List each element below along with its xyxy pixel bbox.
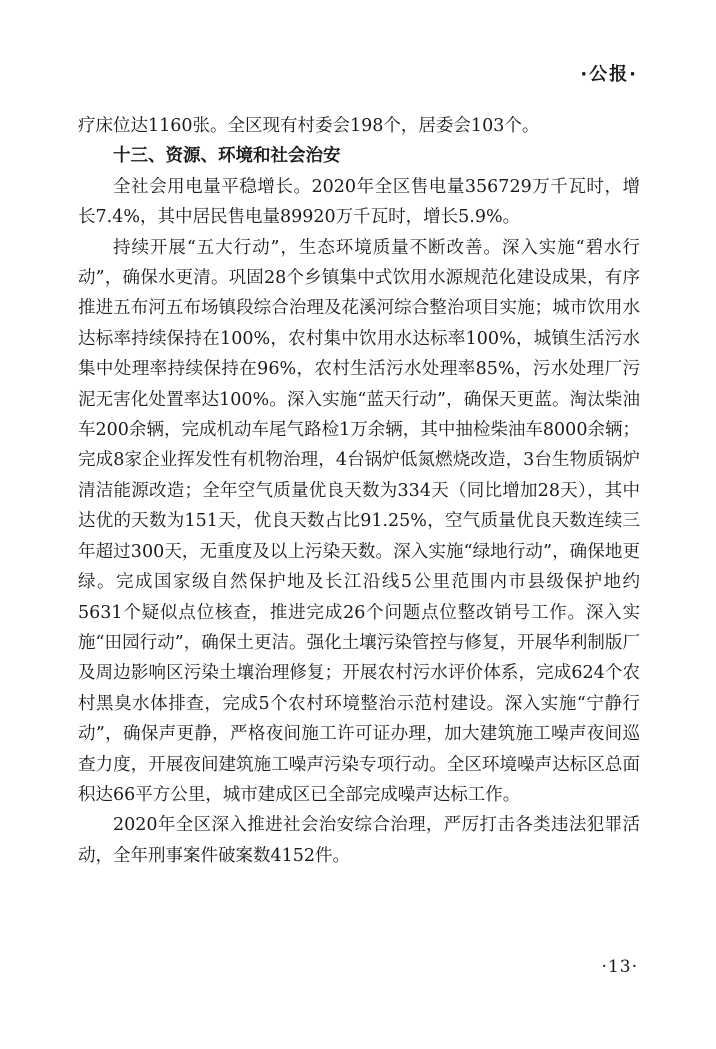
continuation-paragraph: 疗床位达1160张。全区现有村委会198个，居委会103个。 [78,116,540,136]
page-number: ·13· [601,957,638,977]
paragraph-public-security: 2020年全区深入推进社会治安综合治理，严厉打击各类违法犯罪活动，全年刑事案件破案数4152件。 [78,815,640,866]
document-body [78,111,640,871]
paragraph-environment: 持续开展“五大行动”，生态环境质量不断改善。深入实施“碧水行动”，确保水更清。巩固28个乡镇集中式饮用水源规范化建设成果，有序推进五布河五布场镇段综合治理及花溪河综合整治项目实施；城市饮用水达标率持续保持在100%，农村集中饮用水达标率100%，城镇生活污水集中处理率持续保持在96%，农村生活污水处理率85%，污水处理厂污泥无害化处置率达100%。深入实施“蓝天行动”，确保天更蓝。淘汰柴油车200余辆，完成机动车尾气路检1万余辆，其中抽检柴油车8000余辆；完成8家企业挥发性有机物治理，4台锅炉低氮燃烧改造，3台生物质锅炉清洁能源改造；全年空气质量优良天数为334天（同比增加28天），其中达优的天数为151天，优良天数占比91.25%，空气质量优良天数连续三年超过300天，无重度及以上污染天数。深入实施“绿地行动”，确保地更绿。完成国家级自然保护地及长江沿线5公里范围内市县级保护地约5631个疑似点位核查，推进完成26个问题点位整改销号工作。深入实施“田园行动”，确保土更洁。强化土壤污染管控与修复，开展华利制版厂及周边影响区污染土壤治理修复；开展农村污水评价体系，完成624个农村黑臭水体排查，完成5个农村环境整治示范村建设。深入实施“宁静行动”，确保声更静，严格夜间施工许可证办理，加大建筑施工噪声夜间巡查力度，开展夜间建筑施工噪声污染专项行动。全区环境噪声达标区总面积达66平方公里，城市建成区已全部完成噪声达标工作。 [78,237,640,805]
running-header: ·公报· [580,64,638,85]
paragraph-electricity: 全社会用电量平稳增长。2020年全区售电量356729万千瓦时，增长7.4%，其中居民售电量89920万千瓦时，增长5.9%。 [78,176,640,228]
section-heading: 十三、资源、环境和社会治安 [113,146,341,167]
